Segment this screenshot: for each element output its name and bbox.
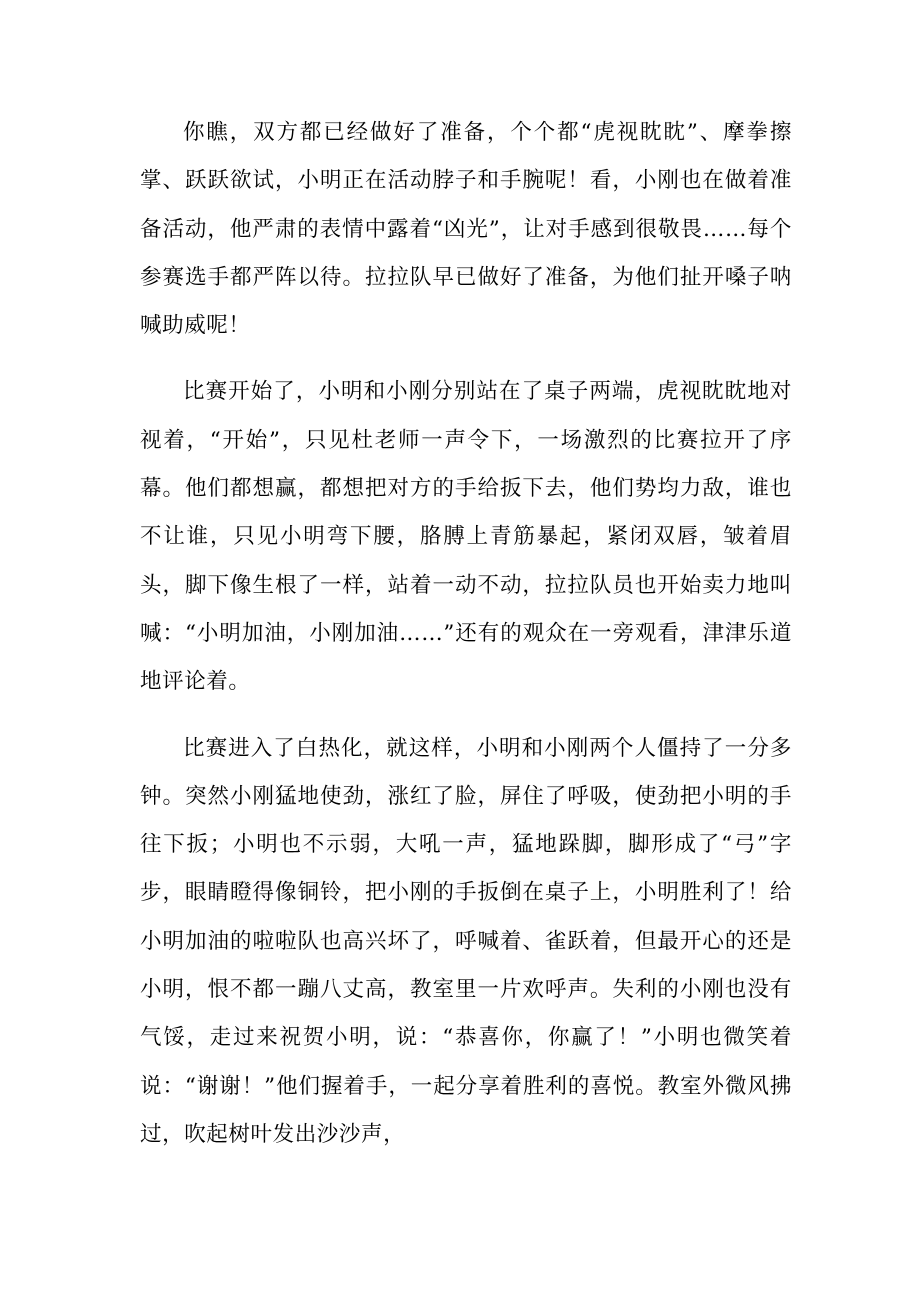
paragraph-1: 你瞧，双方都已经做好了准备，个个都“虎视眈眈”、摩拳擦掌、跃跃欲试，小明正在活动脖子和手腕呢！看，小刚也在做着准备活动，他严肃的表情中露着“凶光”，让对手感到很敬畏……每个参赛选手都严阵以待。拉拉队早已做好了准备，为他们扯开嗓子呐喊助威呢！	[140, 120, 792, 339]
paragraph-2: 比赛开始了，小明和小刚分别站在了桌子两端，虎视眈眈地对视着，“开始”，只见杜老师一声令下，一场激烈的比赛拉开了序幕。他们都想赢，都想把对方的手给扳下去，他们势均力敌，谁也不让谁，只见小明弯下腰，胳膊上青筋暴起，紧闭双唇，皱着眉头，脚下像生根了一样，站着一动不动，拉拉队员也开始卖力地叫喊：“小明加油，小刚加油……”还有的观众在一旁观看，津津乐道地评论着。	[140, 379, 792, 695]
document-body	[140, 109, 792, 1159]
paragraph-3: 比赛进入了白热化，就这样，小明和小刚两个人僵持了一分多钟。突然小刚猛地使劲，涨红了脸，屏住了呼吸，使劲把小明的手往下扳；小明也不示弱，大吼一声，猛地跺脚，脚形成了“弓”字步，眼睛瞪得像铜铃，把小刚的手扳倒在桌子上，小明胜利了！给小明加油的啦啦队也高兴坏了，呼喊着、雀跃着，但最开心的还是小明，恨不都一蹦八丈高，教室里一片欢呼声。失利的小刚也没有气馁，走过来祝贺小明，说：“恭喜你，你赢了！”小明也微笑着说：“谢谢！”他们握着手，一起分享着胜利的喜悦。教室外微风拂过，吹起树叶发出沙沙声，	[140, 735, 792, 1147]
